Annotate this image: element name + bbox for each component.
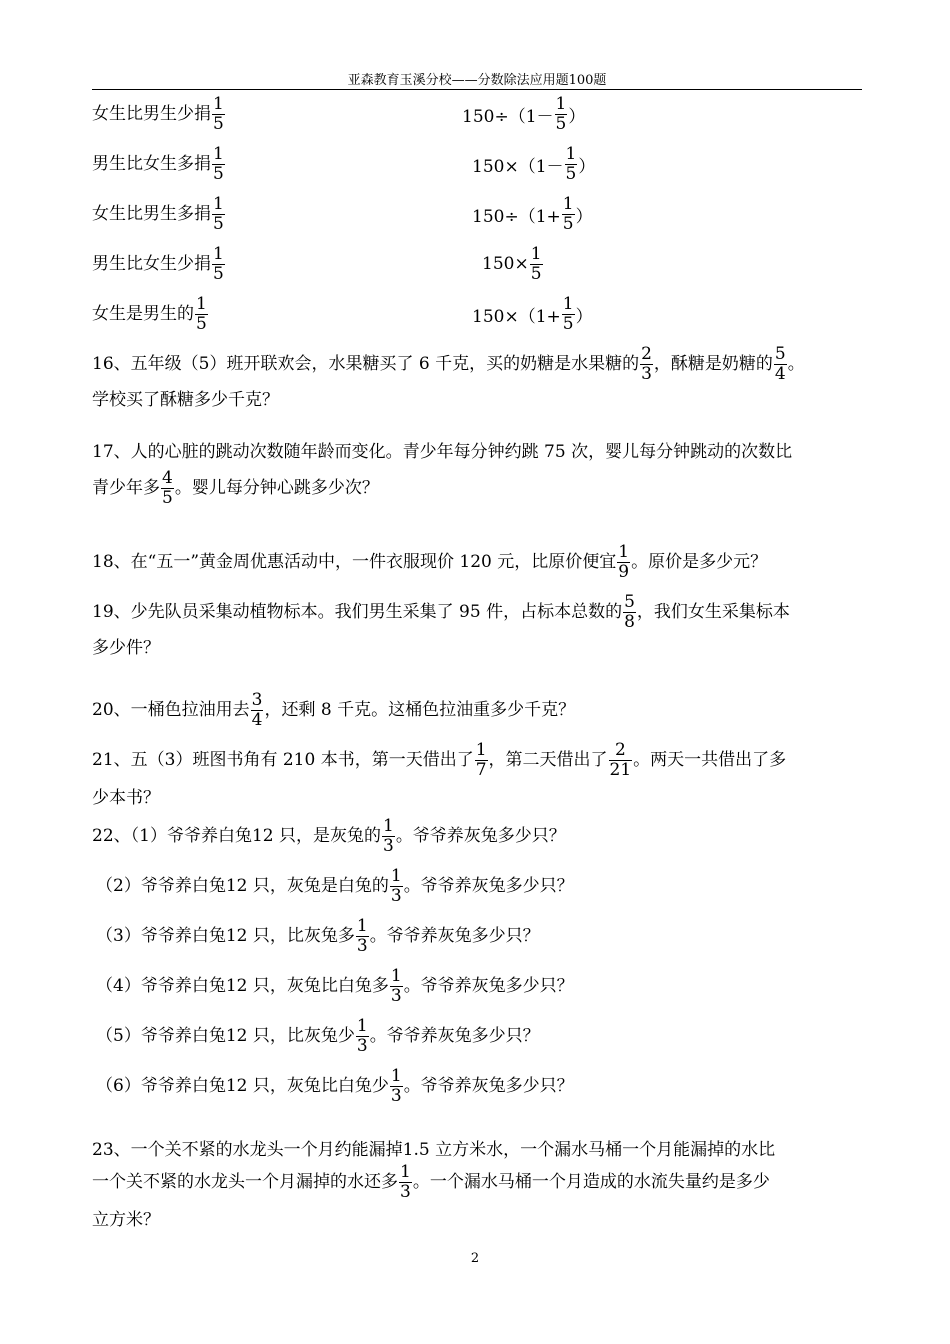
fraction: $\frac{1}{3}$ <box>356 1015 368 1056</box>
problem-22-part-5: （5）爷爷养白兔12 只，比灰兔少 $\frac{1}{3}$ 。爷爷养灰兔多少只？ <box>96 1015 540 1056</box>
fraction: $\frac{2}{3}$ <box>641 343 652 384</box>
problem-22-part-2: （2）爷爷养白兔12 只，灰兔是白兔的 $\frac{1}{3}$ 。爷爷养灰兔多少只？ <box>96 865 574 906</box>
problem-17-line-1: 17、人的心脏的跳动次数随年龄而变化。青少年每分钟约跳 75 次，婴儿每分钟跳动的次数比 <box>92 442 793 462</box>
problem-20: 20、一桶色拉油用去 $\frac{3}{4}$ ，还剩 8 千克。这桶色拉油重多少千克？ <box>92 689 576 730</box>
problem-16-line-1: 16、五年级（5）班开联欢会，水果糖买了 6 千克，买的奶糖是水果糖的 $\frac{2}{3}$ ，酥糖是奶糖的 $\frac{5}{4}$ 。 <box>92 343 805 384</box>
fraction: $\frac{1}{3}$ <box>400 1161 411 1202</box>
fraction: $\frac{1}{5}$ <box>213 93 224 134</box>
problem-22-part-3: （3）爷爷养白兔12 只，比灰兔多 $\frac{1}{3}$ 。爷爷养灰兔多少只？ <box>96 915 540 956</box>
fraction: $\frac{1}{9}$ <box>618 541 630 582</box>
problem-16-line-2: 学校买了酥糖多少千克？ <box>92 390 279 410</box>
answer-label: 女生是男生的 <box>92 304 194 324</box>
problem-23-line-3: 立方米？ <box>92 1210 160 1230</box>
problem-18: 18、在“五一”黄金周优惠活动中，一件衣服现价 120 元，比原价便宜 $\frac{1}{9}$ 。原价是多少元？ <box>92 541 768 582</box>
fraction: $\frac{5}{4}$ <box>774 343 786 384</box>
problem-23-line-1: 23、一个关不紧的水龙头一个月约能漏掉1.5 立方米水，一个漏水马桶一个月能漏掉的水比 <box>92 1140 776 1160</box>
problem-21-line-1: 21、五（3）班图书角有 210 本书，第一天借出了 $\frac{1}{7}$ ，第二天借出了 $\frac{2}{21}$ 。两天一共借出了多 <box>92 739 787 780</box>
fraction: $\frac{1}{3}$ <box>390 865 402 906</box>
answer-expression-2: 150×（1－ $\frac{1}{5}$ ） <box>472 143 596 184</box>
fraction: $\frac{1}{5}$ <box>565 143 577 184</box>
fraction: $\frac{1}{3}$ <box>356 915 368 956</box>
answer-row-2 <box>92 142 226 186</box>
fraction: $\frac{1}{5}$ <box>213 143 224 184</box>
problem-23-line-2: 一个关不紧的水龙头一个月漏掉的水还多 $\frac{1}{3}$ 。一个漏水马桶一个月造成的水流失量约是多少 <box>92 1161 770 1202</box>
answer-row-5 <box>92 292 209 336</box>
fraction: $\frac{4}{5}$ <box>162 467 173 508</box>
answer-expression-3: 150÷（1+ $\frac{1}{5}$ ） <box>472 193 593 234</box>
problem-17-line-2: 青少年多 $\frac{4}{5}$ 。婴儿每分钟心跳多少次？ <box>92 467 379 508</box>
fraction: $\frac{1}{5}$ <box>213 243 224 284</box>
fraction: $\frac{1}{3}$ <box>390 965 402 1006</box>
fraction: $\frac{1}{3}$ <box>382 815 394 856</box>
fraction: $\frac{1}{5}$ <box>562 193 574 234</box>
fraction: $\frac{1}{7}$ <box>475 739 487 780</box>
answer-expression-5: 150×（1+ $\frac{1}{5}$ ） <box>472 293 593 334</box>
problem-22-part-6: （6）爷爷养白兔12 只，灰兔比白兔少 $\frac{1}{3}$ 。爷爷养灰兔多少只？ <box>96 1065 574 1106</box>
problem-21-line-2: 少本书？ <box>92 788 160 808</box>
answer-label: 男生比女生少捐 <box>92 254 211 274</box>
fraction: $\frac{5}{8}$ <box>624 591 635 632</box>
fraction: $\frac{1}{5}$ <box>562 293 574 334</box>
fraction: $\frac{1}{5}$ <box>555 93 567 134</box>
problem-22-part-1: 22、（1）爷爷养白兔12 只，是灰兔的 $\frac{1}{3}$ 。爷爷养灰兔多少只？ <box>92 815 566 856</box>
answer-row-3 <box>92 192 226 236</box>
fraction: $\frac{1}{5}$ <box>530 243 542 284</box>
fraction: $\frac{3}{4}$ <box>251 689 263 730</box>
problem-22-part-4: （4）爷爷养白兔12 只，灰兔比白兔多 $\frac{1}{3}$ 。爷爷养灰兔多少只？ <box>96 965 574 1006</box>
answer-row-1 <box>92 92 226 136</box>
answer-label: 女生比男生少捐 <box>92 104 211 124</box>
page-header: 亚森教育玉溪分校——分数除法应用题100题 <box>347 73 607 88</box>
problem-19-line-2: 多少件？ <box>92 638 160 658</box>
fraction: $\frac{1}{5}$ <box>213 193 224 234</box>
answer-row-4 <box>92 242 226 286</box>
answer-label: 男生比女生多捐 <box>92 154 211 174</box>
fraction: $\frac{1}{5}$ <box>196 293 207 334</box>
page-number: 2 <box>470 1251 480 1266</box>
answer-label: 女生比男生多捐 <box>92 204 211 224</box>
fraction: $\frac{1}{3}$ <box>390 1065 402 1106</box>
header-rule <box>92 89 862 90</box>
answer-expression-1: 150÷（1－ $\frac{1}{5}$ ） <box>462 93 586 134</box>
problem-19-line-1: 19、少先队员采集动植物标本。我们男生采集了 95 件，占标本总数的 $\frac{5}{8}$ ，我们女生采集标本 <box>92 591 790 632</box>
fraction: $\frac{2}{21}$ <box>609 739 632 780</box>
answer-expression-4: 150× $\frac{1}{5}$ <box>482 243 542 284</box>
